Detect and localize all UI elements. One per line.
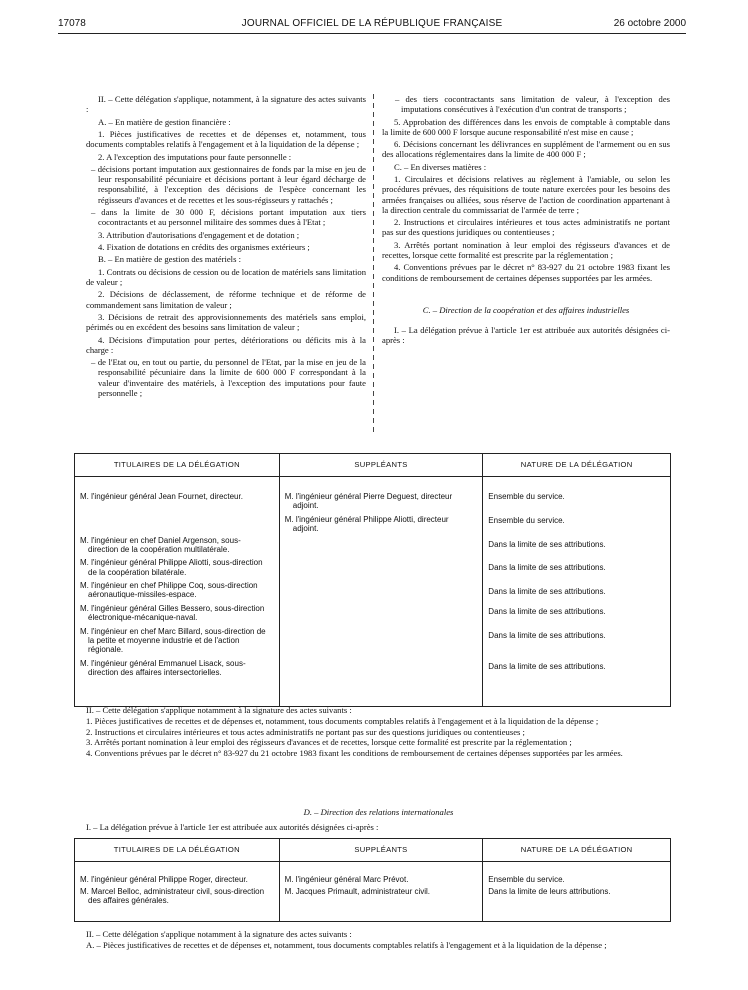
list-item: M. l'ingénieur en chef Daniel Argenson, sous- direction de la coopération multilatérale. [80,535,241,554]
column-separator [373,94,374,434]
delegation-table [74,453,671,707]
paragraph: 2. Décisions de déclassement, de réforme technique et de réforme de commandement sans limitation de valeur ; [86,289,366,310]
paragraph: 4. Décisions d'imputation pour pertes, détériorations ou déficits mis à la charge : [86,334,366,355]
paragraph: A. – Pièces justificatives de recettes et de dépenses et, notamment, tous documents comptables relatifs à l'engagement et à la liquidation de la dépense ; [86,939,607,950]
paragraph: C. – En diverses matières : [394,161,487,172]
paragraph: B. – En matière de gestion des matériels : [98,254,241,265]
paragraph: 3. Décisions de retrait des approvisionnements des matériels sans emploi, périmés ou en excédent des besoins sans limitation de valeur ; [86,311,366,333]
column-header: NATURE DE LA DÉLÉGATION [483,839,671,862]
delegation-table [74,838,671,922]
section-d-acts [86,929,671,951]
paragraph: 3. Arrêtés portant nomination à leur emploi des régisseurs d'avances et de recettes, lorsque cette formalité est prescrite par la réglementation ; [382,239,670,260]
paragraph: 2. Instructions et circulaires intérieures et tous actes administratifs ne portant pas sur des questions juridiques ou contentieuses ; [86,726,525,737]
page-header [58,18,686,32]
column-header: SUPPLÉANTS [279,839,483,862]
dash-item: – de l'Etat ou, en tout ou partie, du personnel de l'Etat, par la mise en jeu de la responsabilité pécuniaire dans la limite de 600 000 F correspondant à la valeur d'inventaire des matériels, à l'exception des imputations pour faute personnelle ; [91,357,366,398]
paragraph: 4. Conventions prévues par le décret n° 83-927 du 21 octobre 1983 fixant les conditions de remboursement de certaines dépenses supportées par les armées. [382,262,670,283]
titulaires-cell [75,477,280,707]
nature-cell [483,862,671,922]
right-column [382,94,670,348]
column-header: NATURE DE LA DÉLÉGATION [483,454,671,477]
list-item: M. l'ingénieur en chef Philippe Coq, sous-direction aéronautique-missiles-espace. [80,581,258,600]
paragraph: II. – Cette délégation s'applique notamment à la signature des actes suivants : [86,929,352,939]
list-item: M. Jacques Primault, administrateur civil. [284,887,431,897]
list-item: Dans la limite de ses attributions. [488,563,606,572]
paragraph: 1. Circulaires et décisions relatives au règlement à l'amiable, ou selon les procédures prévues, des réquisitions de toute nature exercées pour les besoins des armées françaises ou alliées, sous réserve de l'action de coordination appartenant à la direction centrale du commissariat de l'armée de terre ; [382,174,670,215]
list-item: M. l'ingénieur général Philippe Aliotti, sous-direction de la coopération bilatérale. [80,558,263,577]
list-item: Ensemble du service. [488,516,565,525]
paragraph: 2. A l'exception des imputations pour faute personnelle : [98,151,292,162]
left-column [86,94,366,400]
list-item: Dans la limite de ses attributions. [488,540,606,549]
list-item: Dans la limite de ses attributions. [488,631,606,640]
paragraph: II. – Cette délégation s'applique, notamment, à la signature des actes suivants : [86,94,366,115]
section-c-acts [86,705,671,759]
paragraph: 3. Attribution d'autorisations d'engagement et de dotation ; [98,229,300,240]
paragraph: 1. Pièces justificatives de recettes et de dépenses et, notamment, tous documents comptables relatifs à l'engagement et à la liquidation de la dépense ; [86,715,599,726]
dash-item: – des tiers cocontractants sans limitation de valeur, à l'exception des imputations consécutives à l'exécution d'un contrat de transports ; [395,94,670,115]
dash-item: – dans la limite de 30 000 F, décisions portant imputation aux tiers cocontractants et au personnel militaire des sommes dues à l'Etat ; [91,206,366,228]
column-header: SUPPLÉANTS [279,454,483,477]
section-title: D. – Direction des relations internationales [303,807,454,817]
titulaires-cell [75,862,280,922]
nature-cell [483,477,671,707]
list-item: Dans la limite de leurs attributions. [488,887,611,897]
section-intro: I. – La délégation prévue à l'article 1er est attribuée aux autorités désignées ci-après : [86,822,379,832]
list-item: M. l'ingénieur général Marc Prévot. [284,875,409,884]
dash-item: – décisions portant imputation aux gestionnaires de fonds par la mise en jeu de leur responsabilité pécuniaire et décisions portant à leur égard décharge de responsabilité, à l'exception des décisions de l'espèce concernant les régisseurs d'avances et de recettes et les sous-régisseurs y rattachés ; [91,163,366,205]
paragraph: 4. Fixation de dotations en crédits des organismes extérieurs ; [98,241,310,252]
paragraph: 5. Approbation des différences dans les envois de comptable à comptable dans la limite de 600 000 F lorsque aucune responsabilité n'est mise en cause ; [382,116,670,137]
header-rule [58,33,686,34]
list-item: M. l'ingénieur général Gilles Bessero, sous-direction électronique-mécanique-naval. [80,603,265,623]
list-item: M. l'ingénieur général Philippe Roger, directeur. [80,875,248,884]
paragraph: II. – Cette délégation s'applique notamment à la signature des actes suivants : [86,705,352,715]
list-item: M. l'ingénieur général Pierre Deguest, directeur adjoint. [284,492,453,511]
section-intro: I. – La délégation prévue à l'article 1er est attribuée aux autorités désignées ci-après : [382,325,670,346]
paragraph: A. – En matière de gestion financière : [98,116,231,127]
page-number: 17078 [58,18,86,29]
list-item: Ensemble du service. [488,492,565,501]
column-header: TITULAIRES DE LA DÉLÉGATION [75,454,280,477]
publication-date: 26 octobre 2000 [613,18,686,29]
list-item: Dans la limite de ses attributions. [488,662,606,671]
paragraph: 3. Arrêtés portant nomination à leur emploi des régisseurs d'avances et de recettes, lorsque cette formalité est prescrite par la réglementation ; [86,737,572,748]
list-item: M. l'ingénieur général Jean Fournet, directeur. [80,492,243,501]
journal-title: JOURNAL OFFICIEL DE LA RÉPUBLIQUE FRANÇAISE [241,18,503,29]
list-item: M. l'ingénieur général Emmanuel Lisack, sous- direction des affaires intersectorielles. [80,658,246,677]
paragraph: 6. Décisions concernant les délivrances en supplément de l'armement ou en sus des allocations réglementaires dans la limite de 400 000 F ; [382,139,670,160]
list-item: Dans la limite de ses attributions. [488,607,606,616]
column-header: TITULAIRES DE LA DÉLÉGATION [75,839,280,862]
suppleants-cell [279,477,483,707]
paragraph: 2. Instructions et circulaires intérieures et tous actes administratifs ne portant pas sur des questions juridiques ou contentieuses ; [382,217,670,238]
list-item: M. l'ingénieur en chef Marc Billard, sous-direction de la petite et moyenne industrie et de l'action régionale. [80,626,266,655]
paragraph: 1. Contrats ou décisions de cession ou de location de matériels sans limitation de valeur ; [86,266,366,287]
section-title: C. – Direction de la coopération et des affaires industrielles [422,304,630,315]
list-item: Ensemble du service. [488,875,565,884]
paragraph: 4. Conventions prévues par le décret n° 83-927 du 21 octobre 1983 fixant les conditions de remboursement de certaines dépenses supportées par les armées. [86,748,623,759]
paragraph: 1. Pièces justificatives de recettes et de dépenses et, notamment, tous documents comptables relatifs à l'engagement et à la liquidation de la dépense ; [86,128,366,150]
list-item: M. l'ingénieur général Philippe Aliotti, directeur adjoint. [284,514,449,533]
list-item: M. Marcel Belloc, administrateur civil, sous-direction des affaires générales. [80,887,265,906]
list-item: Dans la limite de ses attributions. [488,587,606,596]
suppleants-cell [279,862,483,922]
